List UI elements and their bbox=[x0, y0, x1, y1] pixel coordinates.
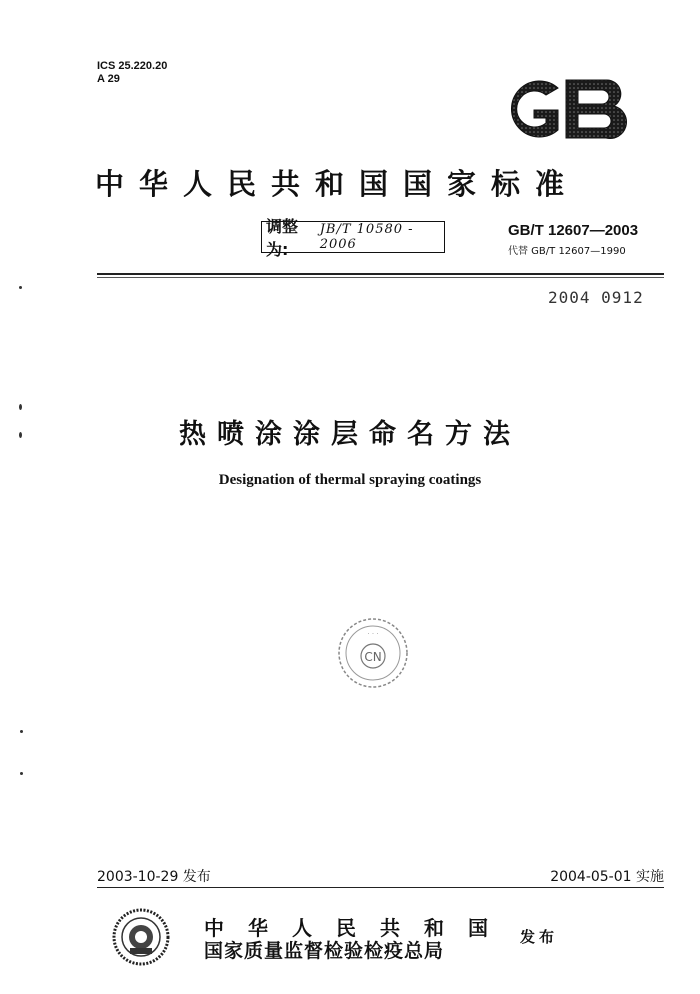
classification-codes bbox=[97, 60, 167, 86]
replaces-standard: 代替 GB/T 12607—1990 bbox=[508, 246, 626, 257]
standard-category-title: 中华人民共和国国家标准 bbox=[95, 167, 580, 201]
scan-speck bbox=[20, 730, 23, 733]
gb-logo bbox=[488, 74, 633, 144]
svg-text:CN: CN bbox=[364, 650, 382, 664]
header-divider bbox=[97, 273, 664, 275]
adjust-label: 调整为: bbox=[266, 217, 299, 259]
standard-number: GB/T 12607—2003 bbox=[508, 222, 639, 239]
issuer-line-2: 国家质量监督检验检疫总局 bbox=[204, 940, 445, 962]
issuer-line-1: 中华人民共和国 bbox=[204, 916, 512, 940]
footer-divider bbox=[97, 887, 664, 888]
ccs-code: A 29 bbox=[97, 73, 120, 85]
adjust-value: JB/T 10580 - 2006 bbox=[319, 222, 414, 252]
svg-text:· · ·: · · · bbox=[367, 630, 379, 638]
document-title-en: Designation of thermal spraying coatings bbox=[218, 472, 482, 488]
cn-seal-stamp bbox=[336, 616, 410, 690]
scan-speck bbox=[19, 432, 22, 438]
adjusted-to-stamp bbox=[261, 217, 445, 259]
issue-date: 2003-10-29 发布 bbox=[97, 869, 211, 885]
publish-label: 发布 bbox=[520, 928, 559, 946]
scan-speck bbox=[19, 404, 22, 410]
implementation-date: 2004-05-01 实施 bbox=[550, 869, 664, 885]
aqsiq-emblem-icon bbox=[112, 908, 170, 966]
serial-stamp: 2004 0912 bbox=[548, 288, 644, 307]
scan-speck bbox=[19, 286, 22, 289]
scan-speck bbox=[20, 772, 23, 775]
header-divider-thin bbox=[97, 277, 664, 278]
ics-code: ICS 25.220.20 bbox=[97, 60, 168, 72]
document-title-cn: 热喷涂涂层命名方法 bbox=[179, 419, 521, 450]
